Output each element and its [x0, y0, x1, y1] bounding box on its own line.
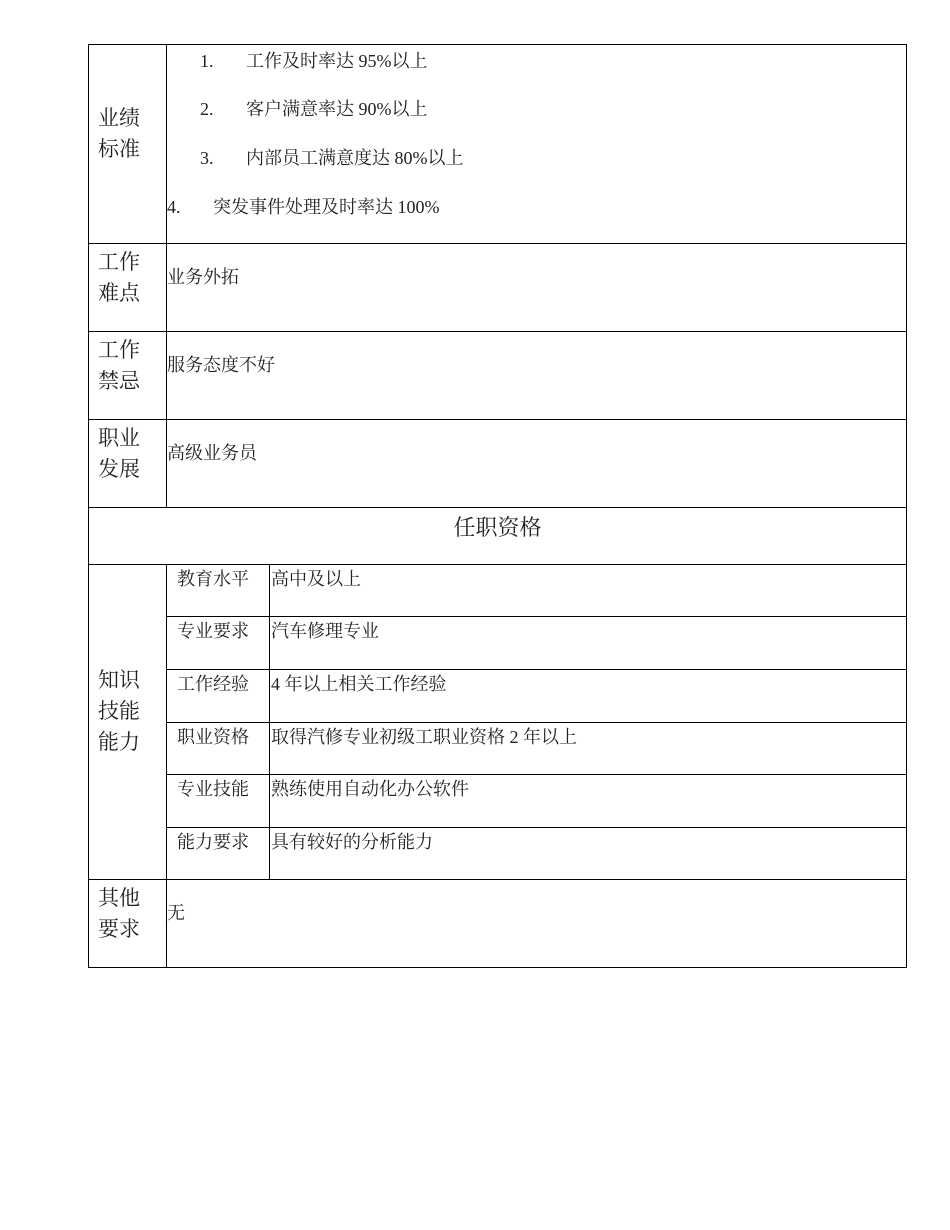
knowledge-row-label: 教育水平: [166, 564, 270, 617]
knowledge-row-label: 专业技能: [166, 774, 270, 828]
knowledge-row-label: 职业资格: [166, 722, 270, 775]
knowledge-row-value: 取得汽修专业初级工职业资格 2 年以上: [269, 722, 907, 775]
other-value: 无: [166, 879, 907, 968]
career-value: 高级业务员: [166, 419, 907, 508]
knowledge-row-value: 具有较好的分析能力: [269, 827, 907, 880]
knowledge-row-value: 4 年以上相关工作经验: [269, 669, 907, 723]
career-label: 职业 发展: [88, 419, 167, 508]
knowledge-label: 知识 技能 能力: [88, 564, 167, 880]
performance-item: 4. 突发事件处理及时率达 100%: [167, 197, 440, 217]
performance-item: 1. 工作及时率达 95%以上: [200, 51, 428, 71]
qualification-section-title: 任职资格: [88, 507, 907, 565]
knowledge-row-value: 熟练使用自动化办公软件: [269, 774, 907, 828]
taboo-label: 工作 禁忌: [88, 331, 167, 420]
knowledge-row-value: 汽车修理专业: [269, 616, 907, 670]
performance-item: 3. 内部员工满意度达 80%以上: [200, 148, 464, 168]
difficulty-label: 工作 难点: [88, 243, 167, 332]
knowledge-row-label: 工作经验: [166, 669, 270, 723]
taboo-value: 服务态度不好: [166, 331, 907, 420]
performance-item: 2. 客户满意率达 90%以上: [200, 99, 428, 119]
other-label: 其他 要求: [88, 879, 167, 968]
difficulty-value: 业务外拓: [166, 243, 907, 332]
performance-value: [166, 44, 907, 244]
knowledge-row-value: 高中及以上: [269, 564, 907, 617]
knowledge-row-label: 专业要求: [166, 616, 270, 670]
knowledge-row-label: 能力要求: [166, 827, 270, 880]
performance-label: 业绩 标准: [88, 44, 167, 244]
